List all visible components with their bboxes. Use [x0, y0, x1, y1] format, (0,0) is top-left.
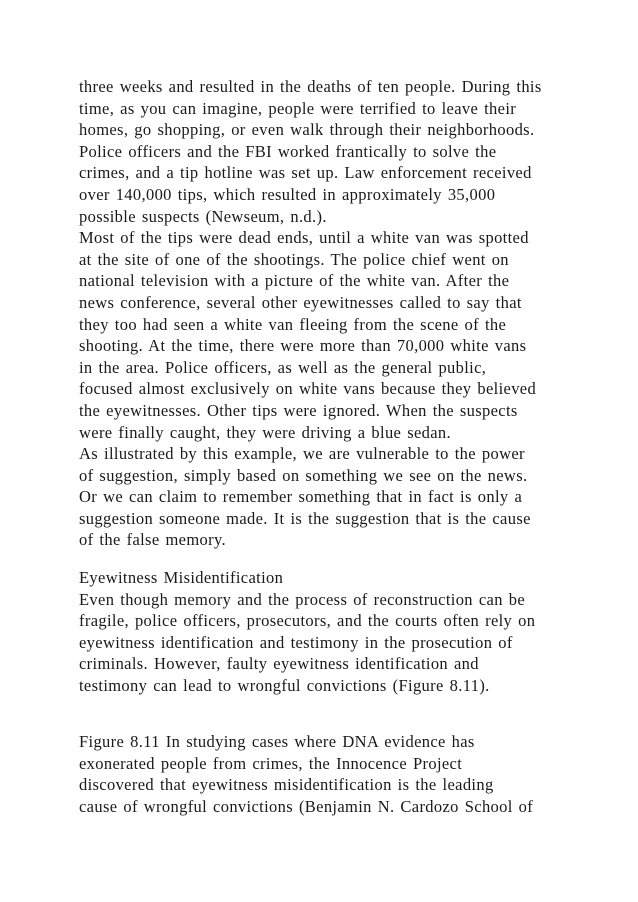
caption-line: exonerated people from crimes, the Innocence Project	[79, 753, 463, 773]
caption-line: discovered that eyewitness misidentification is the leading	[79, 775, 494, 795]
paragraph-2	[79, 227, 579, 443]
text-line: over 140,000 tips, which resulted in approximately 35,000	[79, 184, 496, 204]
text-line: Even though memory and the process of reconstruction can be	[79, 589, 526, 609]
caption-line: cause of wrongful convictions (Benjamin N. Cardozo School of	[79, 796, 534, 816]
text-line: homes, go shopping, or even walk through their neighborhoods.	[79, 120, 535, 140]
text-line: shooting. At the time, there were more than 70,000 white vans	[79, 336, 527, 356]
text-line: Most of the tips were dead ends, until a white van was spotted	[79, 228, 529, 248]
text-line: suggestion someone made. It is the suggestion that is the cause	[79, 508, 531, 528]
text-line: news conference, several other eyewitnesses called to say that	[79, 292, 522, 312]
text-line: Or we can claim to remember something that in fact is only a	[79, 487, 523, 507]
text-line: they too had seen a white van fleeing from the scene of the	[79, 314, 507, 334]
text-line: fragile, police officers, prosecutors, and the courts often rely on	[79, 611, 536, 631]
text-line: at the site of one of the shootings. The police chief went on	[79, 249, 509, 269]
paragraph-4	[79, 589, 579, 697]
text-line: possible suspects (Newseum, n.d.).	[79, 206, 327, 226]
text-line: national television with a picture of the white van. After the	[79, 271, 510, 291]
text-line: of suggestion, simply based on something we see on the news.	[79, 465, 528, 485]
figure-caption	[79, 731, 579, 817]
body-text-block	[79, 76, 579, 551]
section-heading: Eyewitness Misidentification	[79, 568, 284, 587]
caption-line: Figure 8.11 In studying cases where DNA evidence has	[79, 732, 475, 751]
text-line: crimes, and a tip hotline was set up. Law enforcement received	[79, 163, 532, 183]
text-line: were finally caught, they were driving a blue sedan.	[79, 422, 451, 442]
paragraph-3	[79, 443, 579, 551]
section-block	[79, 567, 579, 697]
text-line: criminals. However, faulty eyewitness identification and	[79, 654, 479, 674]
text-line: Police officers and the FBI worked frantically to solve the	[79, 141, 497, 161]
text-line: As illustrated by this example, we are vulnerable to the power	[79, 444, 525, 464]
text-line: three weeks and resulted in the deaths of ten people. During this	[79, 77, 542, 96]
text-line: time, as you can imagine, people were terrified to leave their	[79, 98, 517, 118]
text-line: of the false memory.	[79, 530, 226, 550]
text-line: in the area. Police officers, as well as the general public,	[79, 357, 487, 377]
paragraph-1	[79, 76, 579, 227]
text-line: the eyewitnesses. Other tips were ignored. When the suspects	[79, 400, 518, 420]
text-line: focused almost exclusively on white vans because they believed	[79, 379, 537, 399]
text-line: testimony can lead to wrongful convictions (Figure 8.11).	[79, 675, 490, 695]
text-line: eyewitness identification and testimony in the prosecution of	[79, 632, 513, 652]
